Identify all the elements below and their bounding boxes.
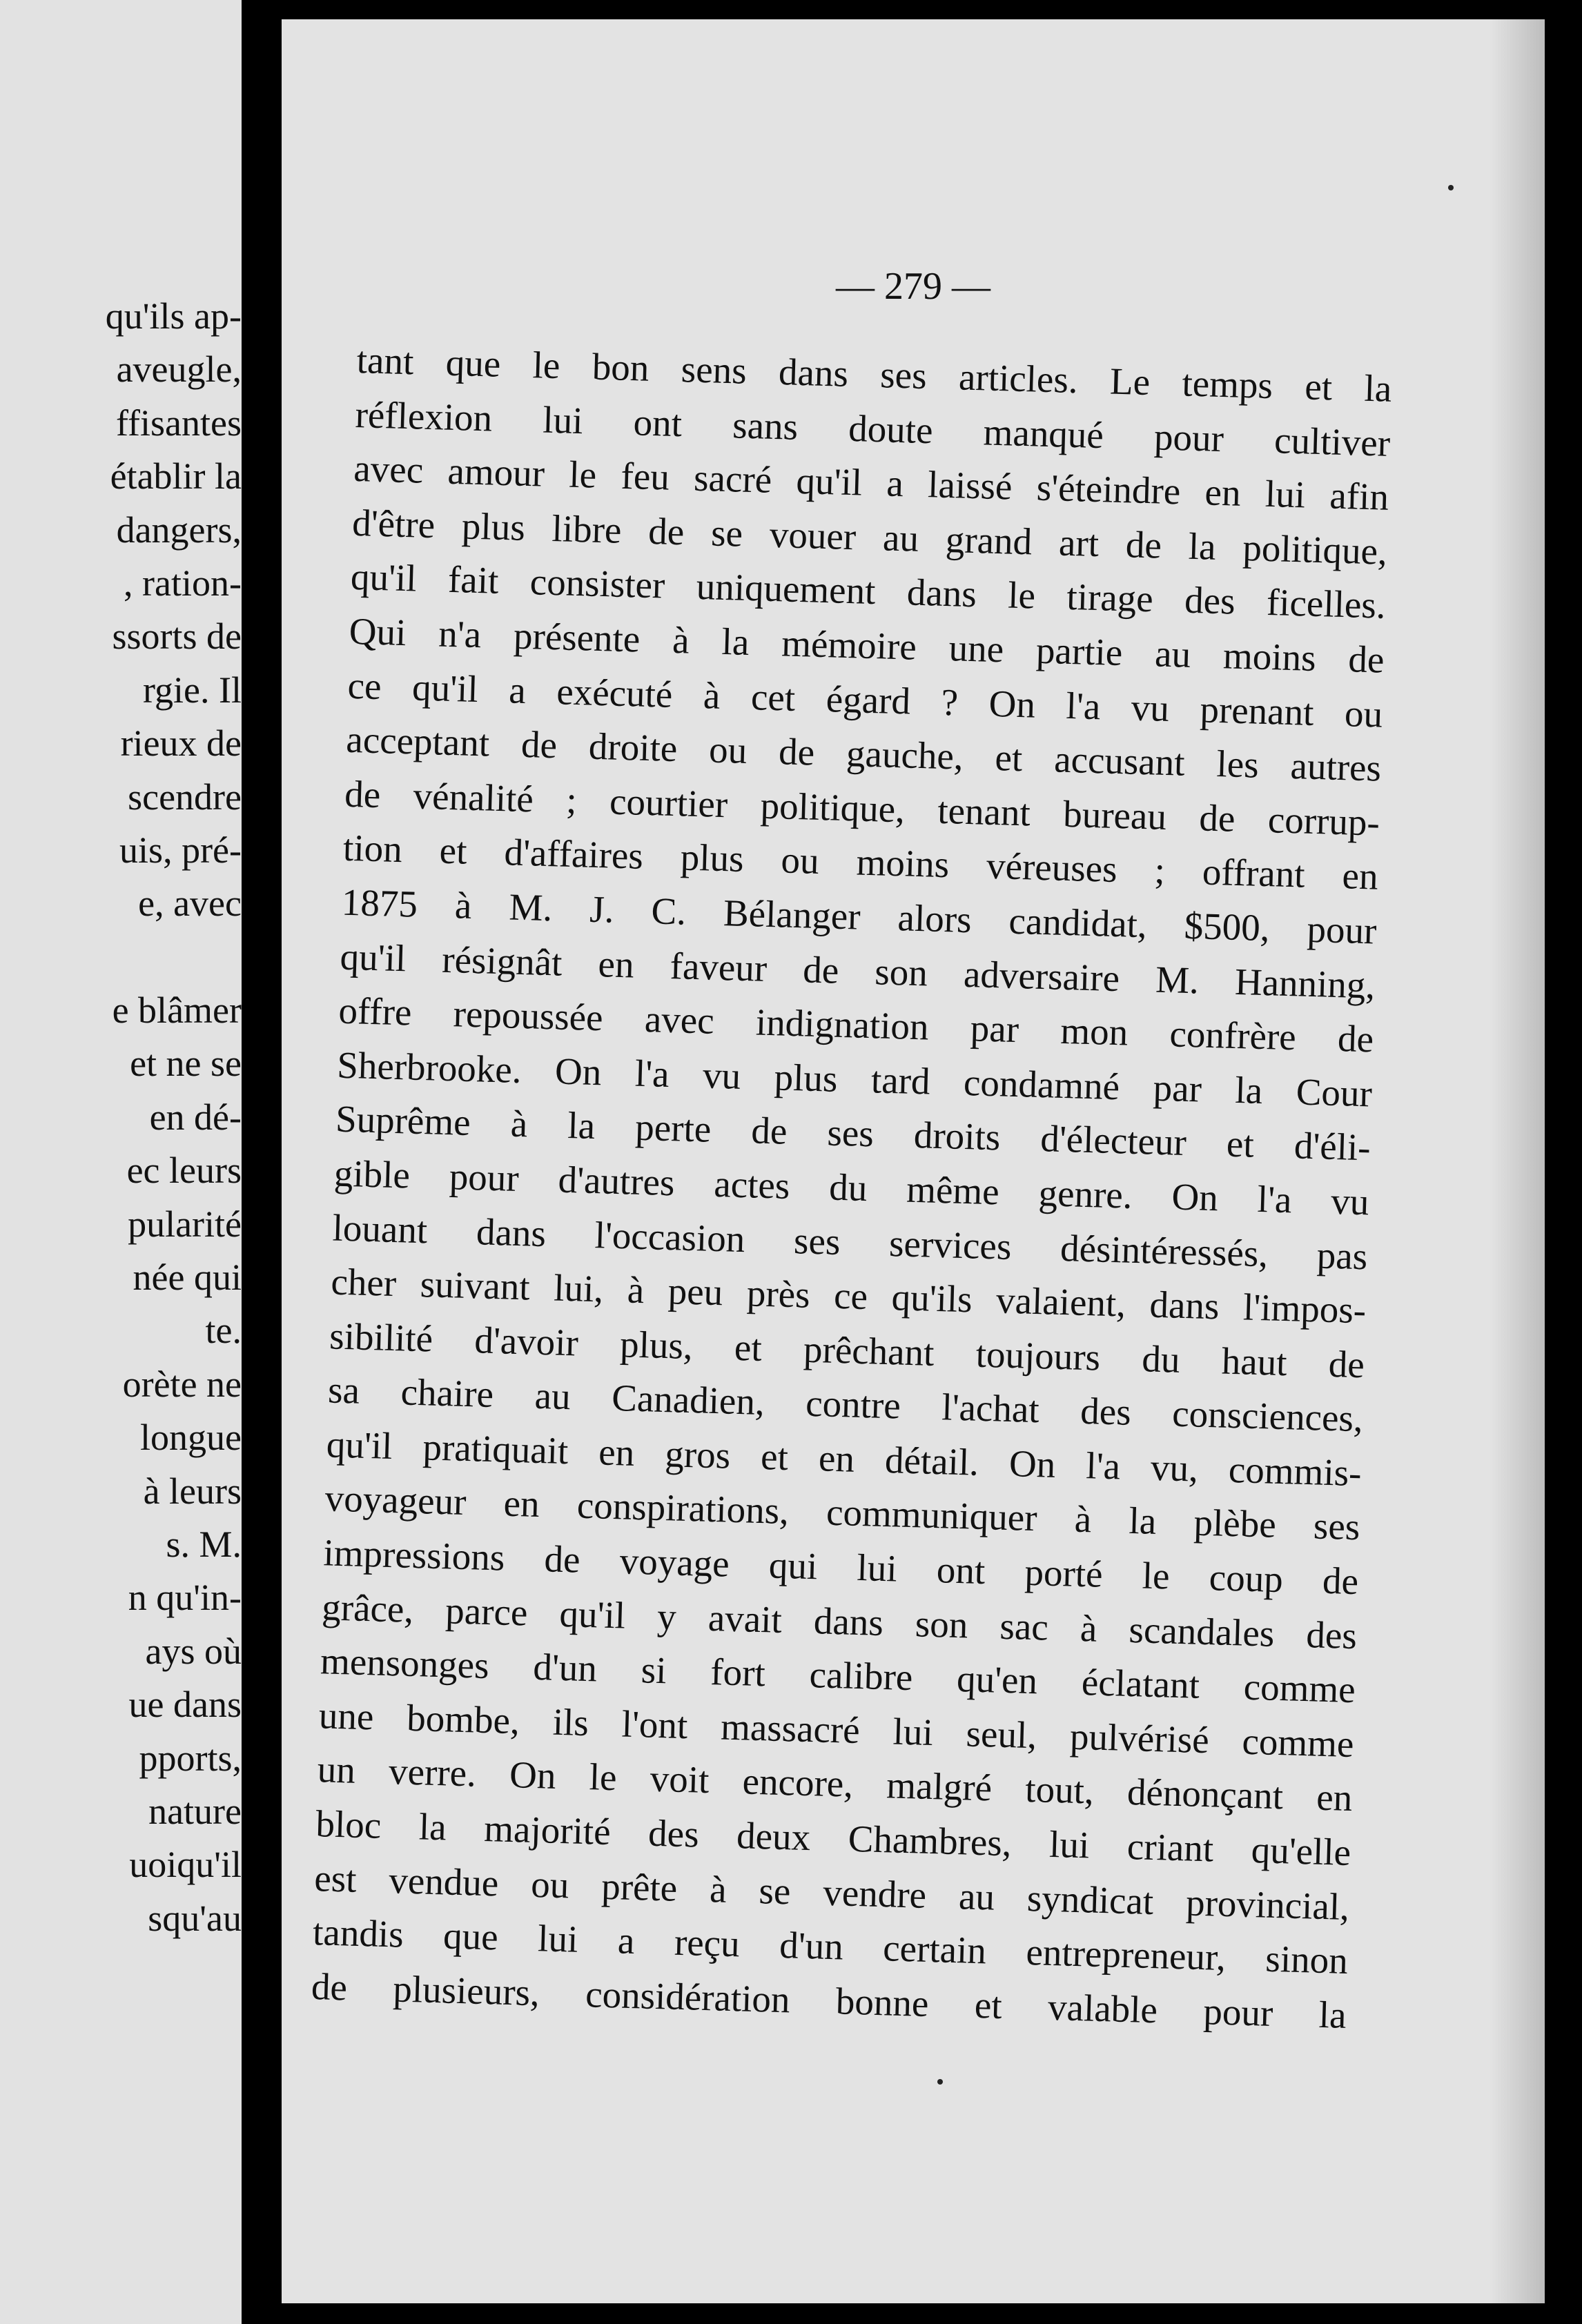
left-page-text — [7, 290, 242, 1945]
page-edge-shadow — [1490, 19, 1545, 2303]
text-line: Qui n'a présente à la mémoire une partie au moins de — [349, 609, 1385, 681]
text-line: qu'il pratiquait en gros et en détail. On l'a vu, commis- — [326, 1423, 1363, 1495]
text-line: cher suivant lui, à peu près ce qu'ils valaient, dans l'impos- — [330, 1260, 1367, 1332]
text-line: un verre. On le voit encore, malgré tout, dénonçant en — [317, 1748, 1354, 1820]
text-line: avec amour le feu sacré qu'il a laissé s'éteindre en lui afin — [353, 447, 1389, 518]
left-text-line: rgie. Il — [143, 669, 242, 711]
body-text — [311, 333, 1392, 2042]
text-line: réflexion lui ont sans doute manqué pour cultiver — [354, 393, 1391, 464]
right-page — [282, 19, 1545, 2303]
left-text-line: dangers, — [116, 509, 242, 551]
text-line: une bombe, ils l'ont massacré lui seul, pulvérisé comme — [318, 1694, 1355, 1765]
left-text-line: te. — [205, 1310, 242, 1352]
text-line: gible pour d'autres actes du même genre. On l'a vu — [333, 1152, 1370, 1223]
text-line: sibilité d'avoir plus, et prêchant toujours du haut de — [329, 1314, 1365, 1386]
left-text-line: uoiqu'il — [129, 1844, 242, 1886]
text-line: acceptant de droite ou de gauche, et accusant les autres — [345, 718, 1382, 789]
text-line: ce qu'il a exécuté à cet égard ? On l'a vu prenant ou — [346, 664, 1384, 736]
text-line: Suprême à la perte de ses droits d'électeur et d'éli- — [335, 1097, 1371, 1169]
text-line: de plusieurs, considération bonne et valable pour la — [311, 1964, 1347, 2036]
left-text-line: établir la — [110, 455, 242, 498]
text-line: impressions de voyage qui lui ont porté le coup de — [322, 1531, 1359, 1603]
text-line: voyageur en conspirations, communiquer à la plèbe ses — [324, 1477, 1361, 1548]
left-text-line: ays où — [145, 1630, 242, 1672]
left-text-line: s. M. — [166, 1523, 242, 1565]
left-text-line: nature — [148, 1790, 242, 1832]
text-line: sa chaire au Canadien, contre l'achat des consciences, — [327, 1368, 1364, 1440]
left-text-line: en dé- — [149, 1096, 242, 1138]
text-line: qu'il fait consister uniquement dans le tirage des ficelles. — [350, 555, 1387, 627]
left-text-line: qu'ils ap- — [105, 295, 242, 337]
left-text-line: ec leurs — [126, 1150, 242, 1192]
text-line: louant dans l'occasion ses services désintéressés, pas — [331, 1206, 1369, 1277]
left-page-fragment — [0, 0, 242, 2324]
ink-speck — [937, 2079, 943, 2085]
left-text-line: longue — [140, 1417, 242, 1459]
left-text-line: à leurs — [143, 1470, 242, 1512]
text-line: grâce, parce qu'il y avait dans son sac à scandales des — [321, 1585, 1358, 1657]
text-line: est vendue ou prête à se vendre au syndicat provincial, — [313, 1856, 1350, 1928]
left-text-line: née qui — [133, 1257, 242, 1299]
left-text-line — [7, 931, 242, 984]
left-text-line: n qu'in- — [128, 1577, 242, 1619]
left-text-line: ffisantes — [116, 402, 242, 444]
text-line: d'être plus libre de se vouer au grand art de la politique, — [351, 501, 1388, 573]
left-text-line: et ne se — [130, 1043, 242, 1085]
text-line: bloc la majorité des deux Chambres, lui criant qu'elle — [315, 1802, 1351, 1874]
book-gutter — [242, 0, 282, 2324]
left-text-line: ssorts de — [112, 616, 242, 658]
text-line: tandis que lui a reçu d'un certain entrepreneur, sinon — [312, 1911, 1349, 1982]
left-text-line: e, avec — [138, 883, 242, 925]
text-line: tion et d'affaires plus ou moins véreuses ; offrant en — [342, 827, 1379, 898]
left-text-line: rieux de — [120, 722, 242, 765]
text-line: tant que le bon sens dans ses articles. Le temps et la — [356, 338, 1393, 410]
text-line: offre repoussée avec indignation par mon confrère de — [338, 989, 1374, 1061]
left-text-line: scendre — [128, 776, 242, 818]
text-line: Sherbrooke. On l'a vu plus tard condamné par la Cour — [336, 1043, 1373, 1115]
ink-speck — [1448, 185, 1454, 190]
left-text-line: uis, pré- — [119, 829, 242, 871]
left-text-line: squ'au — [148, 1897, 242, 1939]
left-text-line: e blâmer — [112, 989, 242, 1032]
left-text-line: pularité — [128, 1203, 242, 1245]
left-text-line: pports, — [139, 1737, 242, 1779]
text-line: de vénalité ; courtier politique, tenant bureau de corrup- — [344, 772, 1380, 844]
page-number: — 279 — — [836, 265, 990, 308]
text-line: mensonges d'un si fort calibre qu'en éclatant comme — [320, 1639, 1356, 1711]
text-line: 1875 à M. J. C. Bélanger alors candidat, $500, pour — [341, 880, 1378, 952]
left-text-line: ue dans — [128, 1684, 242, 1726]
left-text-line: orète ne — [122, 1363, 242, 1405]
text-line: qu'il résignât en faveur de son adversaire M. Hanning, — [339, 935, 1376, 1007]
left-text-line: aveugle, — [116, 348, 242, 391]
left-text-line: , ration- — [124, 562, 242, 604]
